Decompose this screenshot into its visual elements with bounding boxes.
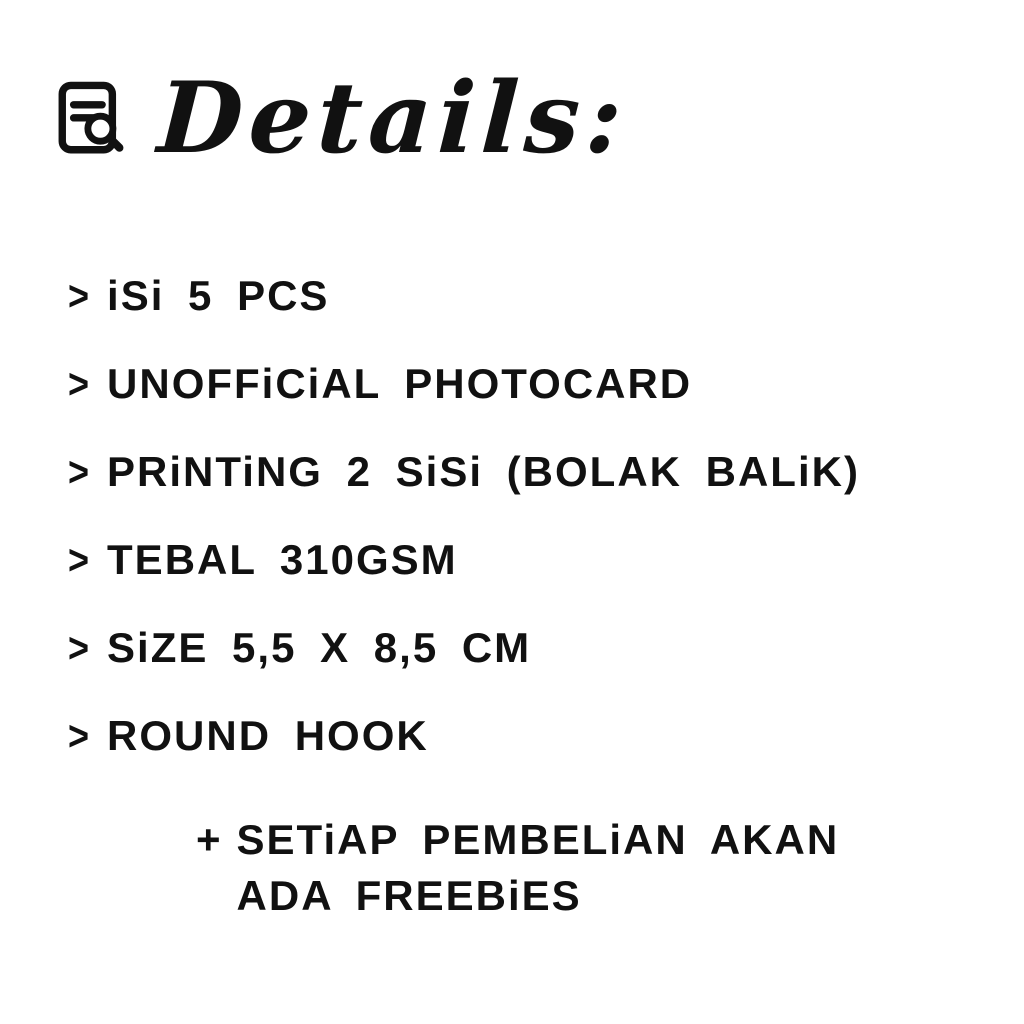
header: [56, 61, 631, 176]
chevron-marker: >: [68, 623, 90, 671]
footnote-line: ADA FREEBiES: [236, 872, 582, 919]
list-item: [68, 340, 860, 428]
list-item: [68, 692, 860, 780]
details-list: [68, 252, 860, 780]
plus-marker: +: [196, 816, 221, 863]
list-item: [68, 428, 860, 516]
list-item-label: SiZE 5,5 X 8,5 CM: [107, 624, 532, 671]
list-item-label: PRiNTiNG 2 SiSi (BOLAK BALiK): [107, 448, 860, 495]
chevron-marker: >: [68, 359, 90, 407]
chevron-marker: >: [68, 447, 90, 495]
list-item: [68, 252, 860, 340]
list-item: [68, 604, 860, 692]
page-title: Details:: [155, 61, 631, 176]
chevron-marker: >: [68, 271, 90, 319]
chevron-marker: >: [68, 711, 90, 759]
list-item-label: ROUND HOOK: [107, 712, 429, 759]
list-item-label: TEBAL 310GSM: [107, 536, 458, 583]
list-item: [68, 516, 860, 604]
footnote: [196, 812, 839, 924]
footnote-lines: [237, 812, 840, 924]
list-item-label: UNOFFiCiAL PHOTOCARD: [107, 360, 693, 407]
document-search-icon: [56, 79, 130, 159]
footnote-line: SETiAP PEMBELiAN AKAN: [236, 816, 840, 863]
chevron-marker: >: [68, 535, 90, 583]
list-item-label: iSi 5 PCS: [107, 272, 330, 319]
